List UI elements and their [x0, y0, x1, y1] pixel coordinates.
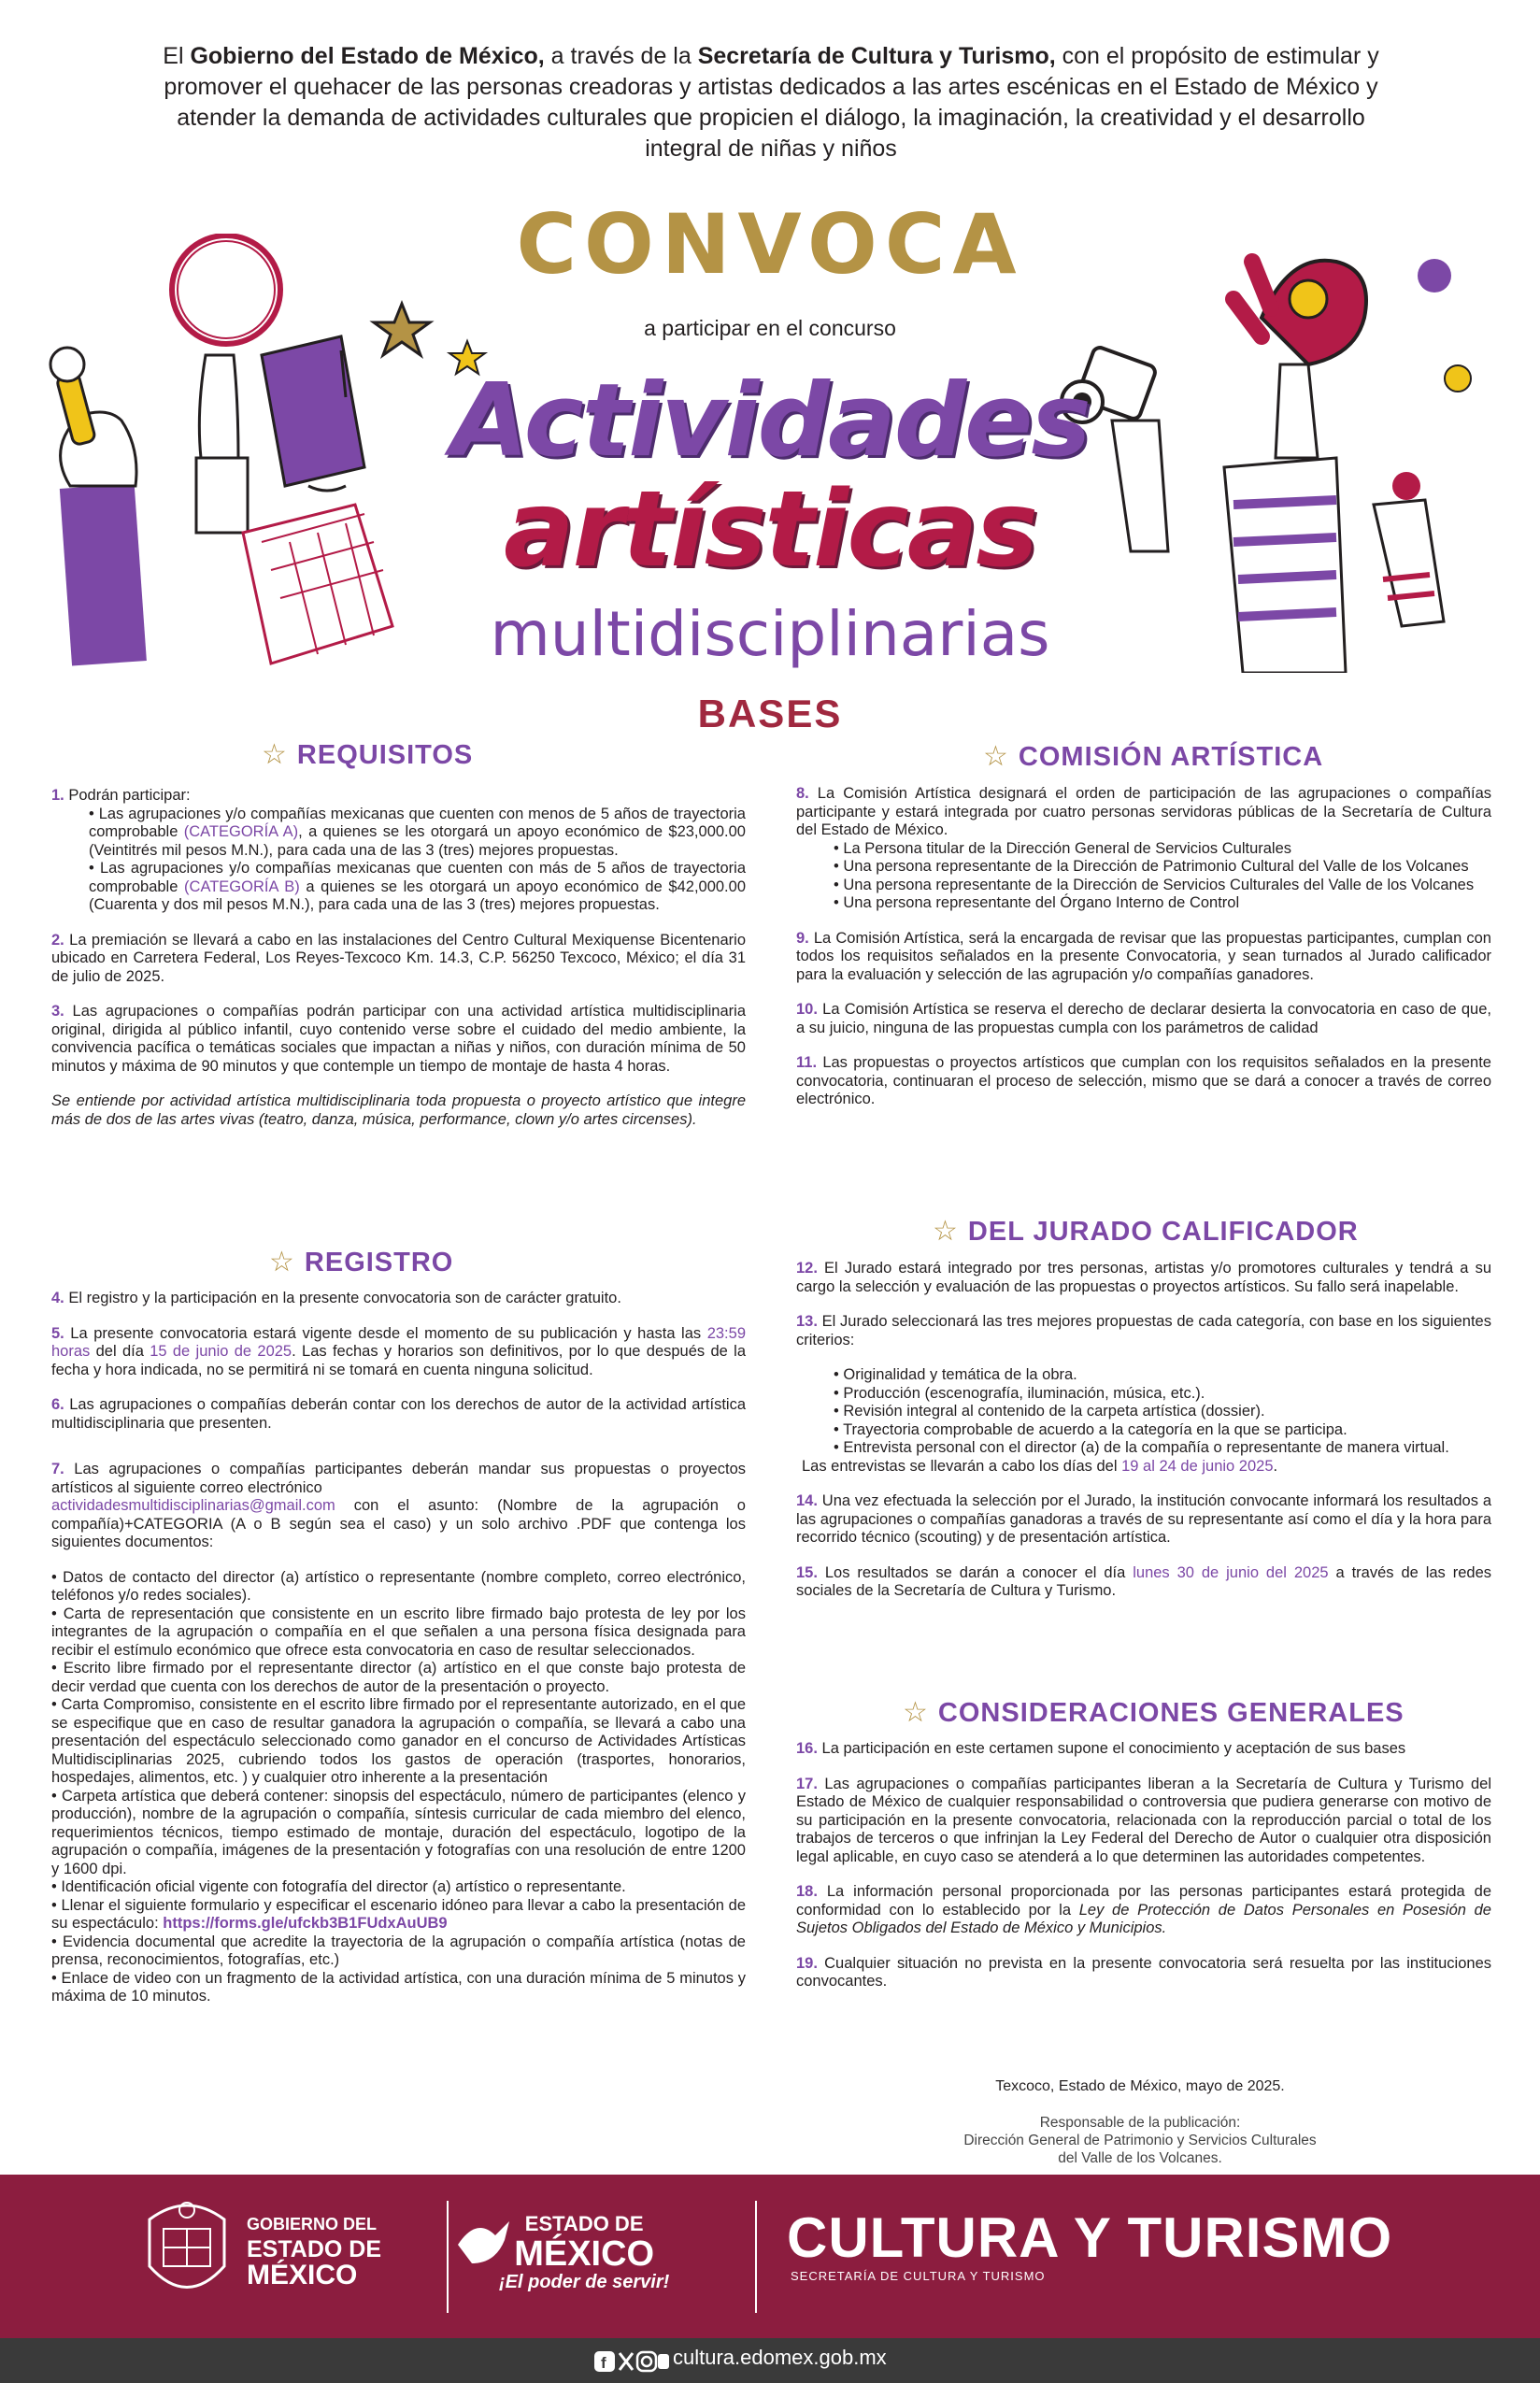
item-number: 16. — [796, 1740, 818, 1757]
item-text: Podrán participar: — [64, 787, 191, 804]
list-item: • Una persona representante del Órgano Interno de Control — [834, 894, 1240, 911]
responsable-office: Dirección General de Patrimonio y Servicios Culturales — [963, 2133, 1317, 2148]
item-number: 17. — [796, 1775, 818, 1792]
item-text: La Comisión Artística se reserva el derecho de declarar desierta la convocatoria en caso de que, a su juicio, ninguna de las propuestas cumpla con los parámetros de calidad — [796, 1001, 1491, 1036]
item-text: Las propuestas o proyectos artísticos que cumplan con los requisitos señalados en la presente convocatoria, continuaran el proceso de selección, mismo que se dará a conocer a través de correo electrónico. — [796, 1054, 1491, 1107]
list-item: • Identificación oficial vigente con fotografía del director (a) artístico o representante. — [51, 1878, 626, 1895]
item-text: La premiación se llevará a cabo en las instalaciones del Centro Cultural Mexiquense Bicentenario ubicado en Carretera Federal, Los Reyes-Texcoco Km. 14.3, C.P. 56250 Texcoco, México; el día 31 de julio de 2025. — [51, 931, 746, 985]
item-text: El Jurado seleccionará las tres mejores propuestas de cada categoría, con base en los siguientes criterios: — [796, 1313, 1491, 1348]
item-text: El registro y la participación en la presente convocatoria son de carácter gratuito. — [64, 1290, 621, 1306]
item-text: La participación en este certamen supone el conocimiento y aceptación de sus bases — [817, 1740, 1406, 1757]
coat-of-arms-logo — [140, 2191, 234, 2304]
responsable-office: del Valle de los Volcanes. — [1058, 2150, 1222, 2166]
section-title: REGISTRO — [304, 1248, 454, 1277]
x-icon[interactable] — [620, 2353, 633, 2370]
list-item: • Datos de contacto del director (a) artístico o representante (nombre completo, correo electrónico, teléfonos y/o redes sociales). — [51, 1568, 746, 1604]
bullet-text: , a quienes se les otorgará un apoyo económico de $23,000.00 (Veintitrés mil pesos M.N.), para cada una de las 3 (tres) mejores propuestas. — [89, 823, 746, 859]
item-text: Las entrevistas se llevarán a cabo los días del — [802, 1457, 1122, 1475]
bullet-text: • Las agrupaciones y/o compañías mexicanas que cuenten con más de 5 años de trayectoria comprobable — [89, 860, 746, 895]
title-multidisciplinarias: multidisciplinarias — [490, 598, 1050, 670]
list-item: • Escrito libre firmado por el representante director (a) artístico en el que conste bajo protesta de decir verdad que cuenta con los derechos de autor de la presentación o proyecto. — [51, 1660, 746, 1695]
section-title: DEL JURADO CALIFICADOR — [967, 1217, 1359, 1247]
bullet-text: a quienes se les otorgará un apoyo económico de $42,000.00 (Cuarenta y dos mil pesos M.N.), para cada una de las 3 (tres) mejores propuestas. — [89, 878, 746, 913]
list-item: • Carta de representación que consistente en un escrito libre firmado bajo protesta de ley por los integrantes de la agrupación o compañía en el que señalen a una persona física designada para recibir el estímulo económico que ofrece esta convocatoria en caso de resultar seleccionados. — [51, 1605, 746, 1659]
item-1-bullets — [51, 806, 746, 915]
section-title: COMISIÓN ARTÍSTICA — [1018, 742, 1324, 772]
item-11 — [796, 1054, 1491, 1109]
facebook-icon[interactable] — [594, 2351, 615, 2372]
svg-text:f: f — [601, 2354, 606, 2372]
item-10 — [796, 1001, 1491, 1037]
item-number: 5. — [51, 1324, 64, 1342]
jurado-content — [796, 1260, 1491, 1618]
item-number: 3. — [51, 1003, 64, 1020]
intro-secretaria: Secretaría de Cultura y Turismo, — [697, 43, 1056, 69]
bullet-text: • Llenar el siguiente formulario y especificar el escenario idóneo para llevar a cabo la presentación de su espectáculo: — [51, 1896, 746, 1932]
list-item: • Carta Compromiso, consistente en el escrito libre firmado por el representante autorizado, en el que se especifique que en caso de resultar ganadora la agrupación o compañía, se llevará a cabo una presentación del espectáculo seleccionado como ganador en el concurso de Actividades Artísticas Multidisciplinarias 2025, cubriendo todos los gastos de operación (trasportes, honorarios, hospedajes, alimentos, etc. ) y cualquier otro inherente a la presentación — [51, 1696, 746, 1786]
star-icon: ☆ — [903, 1697, 929, 1728]
list-item — [89, 860, 746, 915]
list-item: • Evidencia documental que acredite la trayectoria de la agrupación o compañía artística (notas de prensa, reconocimientos, fotografías, etc.) — [51, 1933, 746, 1968]
item-6 — [51, 1396, 746, 1433]
list-item — [89, 806, 746, 861]
list-item: • Trayectoria comprobable de acuerdo a la categoría en la que se participa. — [834, 1420, 1348, 1438]
item-number: 12. — [796, 1260, 818, 1277]
logo-text: MÉXICO — [247, 2260, 358, 2290]
item-16 — [796, 1740, 1491, 1759]
section-jurado-heading — [933, 1215, 1359, 1248]
list-item: • La Persona titular de la Dirección General de Servicios Culturales — [834, 839, 1292, 857]
item-9 — [796, 930, 1491, 985]
title-actividades: Actividades — [450, 363, 1090, 479]
item-text: Las agrupaciones o compañías deberán contar con los derechos de autor de la actividad artística multidisciplinaria que presenten. — [51, 1396, 746, 1432]
list-item: • Entrevista personal con el director (a) de la compañía o representante de manera virtual. — [834, 1439, 1449, 1456]
deadline-date: 15 de junio de 2025 — [150, 1343, 292, 1360]
instagram-icon[interactable] — [637, 2352, 656, 2371]
convoca-title: CONVOCA — [516, 196, 1024, 293]
item-1 — [51, 787, 746, 806]
item-2 — [51, 932, 746, 987]
section-consideraciones-heading — [903, 1696, 1405, 1729]
list-item: • Una persona representante de la Dirección de Patrimonio Cultural del Valle de los Volcanes — [834, 858, 1469, 875]
list-item: • Producción (escenografía, iluminación, música, etc.). — [834, 1384, 1205, 1402]
criteria-list — [796, 1366, 1491, 1458]
registro-content — [51, 1290, 746, 2006]
item-14 — [796, 1492, 1491, 1548]
item-number: 2. — [51, 931, 64, 949]
commission-members — [796, 840, 1491, 913]
logo-text: ESTADO DE — [247, 2236, 381, 2262]
results-date: lunes 30 de junio del 2025 — [1133, 1563, 1329, 1581]
item-text: del día — [90, 1343, 150, 1360]
list-item — [51, 1897, 746, 1934]
interviews-dates — [796, 1458, 1491, 1477]
item-8 — [796, 785, 1491, 840]
item-text: La información personal proporcionada por las personas participantes estará protegida de conformidad con lo establecido por la — [796, 1883, 1491, 1919]
section-title: CONSIDERACIONES GENERALES — [937, 1698, 1405, 1728]
item-number: 8. — [796, 785, 809, 802]
item-number: 9. — [796, 929, 809, 947]
footer-divider — [755, 2201, 757, 2313]
item-4 — [51, 1290, 746, 1308]
section-requisitos-heading — [262, 738, 473, 771]
law-name: Ley de Protección de Datos Personales en Posesión de Sujetos Obligados del Estado de México y Municipios. — [796, 1901, 1491, 1936]
item-number: 10. — [796, 1001, 818, 1018]
category-a: (CATEGORÍA A) — [183, 823, 299, 840]
item-5 — [51, 1325, 746, 1380]
intro-text: con el propósito de estimular y promover el quehacer de las personas creadoras y artistas dedicados a las artes escénicas en el Estado de México y atender la demanda de actividades culturales que propicien el diálogo, la imaginación, la creatividad y el desarrollo integral de niñas y niños — [164, 43, 1379, 162]
youtube-icon[interactable] — [658, 2354, 669, 2369]
comision-content — [796, 785, 1491, 1126]
deadline-time: 23:59 horas — [51, 1324, 746, 1360]
documents-list — [51, 1569, 746, 2006]
responsable-label: Responsable de la publicación: — [1039, 2115, 1241, 2131]
item-number: 14. — [796, 1492, 818, 1509]
logo-text: GOBIERNO DEL — [247, 2215, 378, 2233]
item-text: Los resultados se darán a conocer el día — [817, 1563, 1134, 1581]
item-number: 7. — [51, 1461, 64, 1477]
item-text: Cualquier situación no prevista en la presente convocatoria será resuelta por las instituciones convocantes. — [796, 1954, 1491, 1990]
list-item: • Originalidad y temática de la obra. — [834, 1366, 1077, 1383]
item-17 — [796, 1776, 1491, 1867]
cultura-turismo-logo: CULTURA Y TURISMO — [787, 2206, 1393, 2269]
cultura-turismo-subtitle: SECRETARÍA DE CULTURA Y TURISMO — [791, 2269, 1046, 2283]
item-text: Una vez efectuada la selección por el Jurado, la institución convocante informará los resultados a las agrupaciones o compañías ganadoras a través de su representante así como el día y la hora para recorrido técnico (scouting) y de presentación artística. — [796, 1492, 1491, 1546]
intro-text: a través de la — [544, 43, 698, 69]
item-19 — [796, 1955, 1491, 1991]
item-text: Las agrupaciones o compañías participantes deberán mandar sus propuestas o proyectos artísticos al siguiente correo electrónico — [51, 1461, 746, 1496]
item-number: 15. — [796, 1563, 818, 1581]
submission-email-link[interactable]: actividadesmultidisciplinarias@gmail.com — [51, 1497, 335, 1514]
logo-text: ESTADO DE — [524, 2212, 644, 2235]
estado-logo-text — [499, 2212, 669, 2293]
item-3 — [51, 1003, 746, 1076]
list-item: • Carpeta artística que deberá contener: sinopsis del espectáculo, número de participantes (elenco y producción), nombre de la agrupación o compañía, síntesis curricular de cada miembro del elenco, requerimientos técnicos, tiempo estimado de montaje, duración del espectáculo, logotipo de la agrupación o compañía, imágenes de la presentación y fotografías con una resolución de entre 1200 y 1600 dpi. — [51, 1787, 746, 1877]
place-date: Texcoco, Estado de México, mayo de 2025. — [995, 2078, 1285, 2094]
item-text: El Jurado estará integrado por tres personas, artistas y/o promotores culturales y tendrá a su cargo la selección y evaluación de las propuestas o proyectos artísticos. Su fallo será inapelable. — [796, 1260, 1491, 1295]
item-number: 19. — [796, 1954, 818, 1972]
multidisciplinary-note: Se entiende por actividad artística multidisciplinaria toda propuesta o proyecto artístico que integre más de dos de las artes vivas (teatro, danza, música, performance, clown y/o artes circenses). — [51, 1092, 746, 1128]
section-registro-heading — [269, 1246, 453, 1278]
item-number: 4. — [51, 1290, 64, 1306]
item-text: . — [1273, 1457, 1278, 1475]
interview-date: 19 al 24 de junio 2025 — [1121, 1457, 1274, 1475]
star-icon: ☆ — [262, 739, 288, 770]
responsable — [925, 2114, 1355, 2167]
item-13 — [796, 1313, 1491, 1349]
website-link[interactable]: cultura.edomex.gob.mx — [673, 2346, 887, 2369]
item-number: 18. — [796, 1883, 818, 1900]
logo-slogan: ¡El poder de servir! — [499, 2272, 670, 2292]
section-title: REQUISITOS — [296, 740, 474, 770]
item-15 — [796, 1564, 1491, 1601]
item-text: Las agrupaciones o compañías participantes liberan a la Secretaría de Cultura y Turismo del Estado de México de cualquier responsabilidad o controversia que pudiera generarse con motivo de su participación en la presente convocatoria, relacionada con la reproducción parcial o total de los trabajos de terceros o que infrinjan la Ley Federal del Derecho de Autor o cualquier otra disposición legal aplicable, en cuyo caso se atenderá a lo que determinen las autoridades competentes. — [796, 1775, 1491, 1865]
item-text: a través de las redes sociales de la Secretaría de Cultura y Turismo. — [796, 1563, 1492, 1599]
item-18 — [796, 1883, 1491, 1938]
item-number: 1. — [51, 787, 64, 804]
item-7 — [51, 1461, 746, 1552]
star-icon: ☆ — [933, 1216, 959, 1247]
item-text: con el asunto: (Nombre de la agrupación o compañía)+CATEGORIA (A o B según sea el caso) y un solo archivo .PDF que contenga los siguientes documentos: — [51, 1497, 746, 1550]
item-text: La Comisión Artística, será la encargada de revisar que las propuestas participantes, cumplan con todos los requisitos señalados en la presente Convocatoria, y sean turnados al Jurado calificador para la evaluación y selección de las agrupación y/o compañías ganadores. — [796, 929, 1491, 983]
category-b: (CATEGORÍA B) — [184, 878, 300, 895]
form-link[interactable]: https://forms.gle/ufckb3B1FUdxAuUB9 — [163, 1915, 448, 1932]
intro-text: El — [163, 43, 191, 69]
list-item: • Revisión integral al contenido de la carpeta artística (dossier). — [834, 1403, 1265, 1420]
item-text: La Comisión Artística designará el orden de participación de las agrupaciones o compañías participante y estará integrada por cuatro personas servidoras públicas de la Secretaría de Cultura del Estado de México. — [796, 785, 1491, 838]
star-icon: ☆ — [269, 1247, 295, 1277]
bullet-text: • Las agrupaciones y/o compañías mexicanas que cuenten con menos de 5 años de trayectoria comprobable — [89, 805, 746, 840]
item-text: . Las fechas y horarios son definitivos, por lo que después de la fecha y hora indicada, no se permitirá ni se tomará en cuenta ninguna solicitud. — [51, 1343, 746, 1378]
item-text: La presente convocatoria estará vigente desde el momento de su publicación y hasta las — [64, 1324, 707, 1342]
bases-heading: BASES — [697, 692, 843, 735]
consideraciones-content — [796, 1740, 1491, 2008]
item-number: 6. — [51, 1396, 64, 1413]
requisitos-content — [51, 787, 746, 1146]
intro-paragraph — [140, 41, 1402, 164]
list-item: • Una persona representante de la Dirección de Servicios Culturales del Valle de los Volcanes — [834, 876, 1475, 893]
star-icon: ☆ — [983, 741, 1009, 772]
social-icons — [594, 2349, 669, 2374]
list-item: • Enlace de video con un fragmento de la actividad artística, con una duración mínima de 5 minutos y máxima de 10 minutos. — [51, 1969, 746, 2005]
item-number: 13. — [796, 1313, 818, 1330]
item-12 — [796, 1260, 1491, 1296]
gobierno-logo-text — [247, 2212, 381, 2288]
intro-gobierno: Gobierno del Estado de México, — [190, 43, 545, 69]
section-comision-heading — [983, 740, 1323, 773]
logo-text: MÉXICO — [514, 2234, 655, 2274]
item-number: 11. — [796, 1054, 818, 1071]
a-participar-text: a participar en el concurso — [644, 316, 896, 340]
item-text: Las agrupaciones o compañías podrán participar con una actividad artística multidisciplinaria original, dirigida al público infantil, cuyo contenido verse sobre el cuidado del medio ambiente, la convivencia pacífica o temáticas sociales que impactan a niñas y niños, con duración mínima de 50 minutos y máxima de 90 minutos y que contemple un tiempo de montaje de hasta 4 horas. — [51, 1003, 746, 1075]
title-artisticas: artísticas — [504, 469, 1036, 591]
